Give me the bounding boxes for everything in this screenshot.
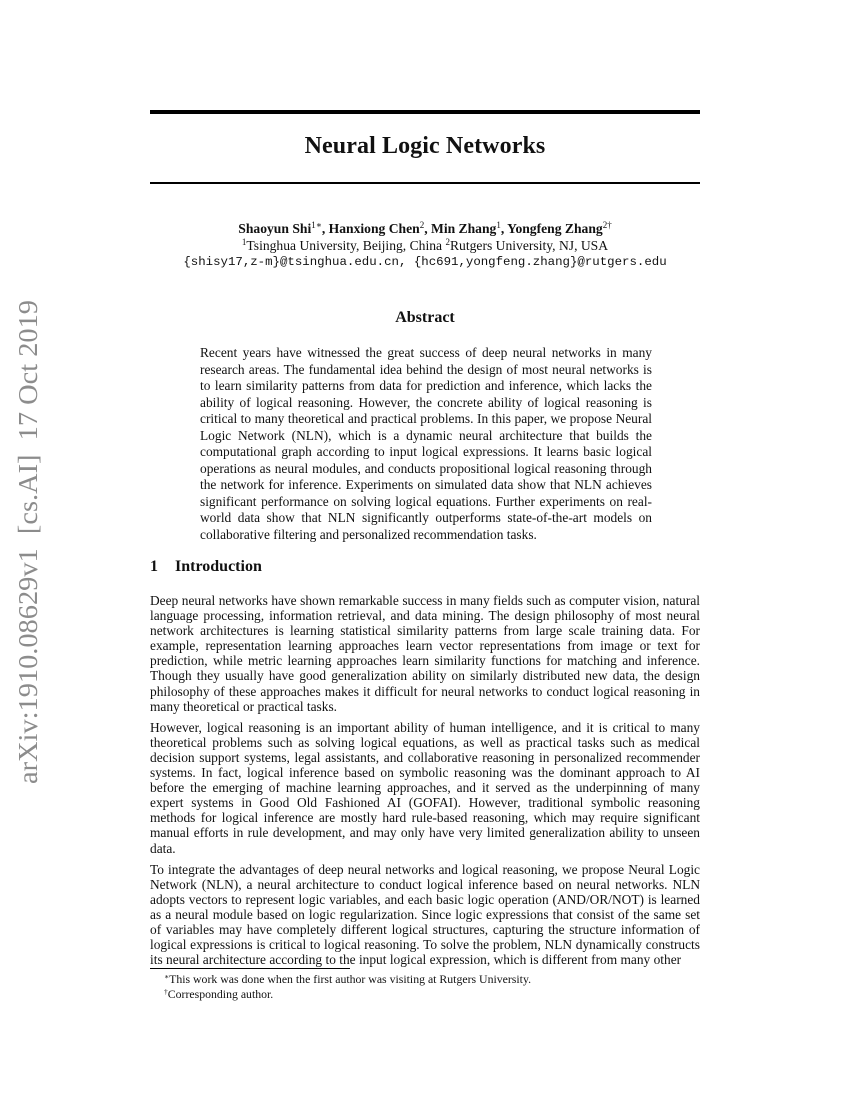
author-emails: {shisy17,z-m}@tsinghua.edu.cn, {hc691,yongfeng.zhang}@rutgers.edu xyxy=(183,255,667,269)
title-bottom-rule xyxy=(150,182,700,184)
footnotes xyxy=(150,972,700,1001)
author-mark: 2 xyxy=(419,220,425,230)
footnote-mark: † xyxy=(164,986,168,996)
footnote-text: Corresponding author. xyxy=(167,986,274,1001)
affiliation: Tsinghua University, Beijing, China xyxy=(246,238,446,253)
footnote xyxy=(150,987,700,1002)
footnote xyxy=(150,972,700,987)
author-separator: , xyxy=(424,221,431,236)
arxiv-stamp-svg xyxy=(7,299,45,785)
body-paragraph: Deep neural networks have shown remarkable success in many fields such as computer vision, natural language processing, information retrieval, and data mining. The design philosophy of most neural network architectures is learning statistical similarity patterns from large scale training data. For example, representation learning approaches learn vector representations from image or text for prediction, while metric learning approaches learn similarity functions for matching and inference. Though they usually have good generalization ability on similarly distributed new data, the design philosophy of these approaches makes it difficult for neural networks to conduct logical reasoning in many theoretical or practical tasks. xyxy=(150,593,700,714)
section-number: 1 xyxy=(150,558,158,575)
author-mark: 1 xyxy=(496,220,501,230)
paper-title: Neural Logic Networks xyxy=(304,133,546,159)
author-separator: , xyxy=(500,221,508,236)
author-mark: 2† xyxy=(602,220,612,230)
affiliation-mark: 2 xyxy=(445,237,450,247)
arxiv-stamp-text: arXiv:1910.08629v1 [cs.AI] 17 Oct 2019 xyxy=(13,323,43,784)
title-top-rule xyxy=(150,110,700,114)
body-paragraph: To integrate the advantages of deep neural networks and logical reasoning, we propose Neural Logic Network (NLN), a neural architecture to conduct logical inference based on neural networks. NLN adopts vectors to represent logic variables, and each basic logic operation (AND/OR/NOT) is learned as a neural module based on logic regularization. Since logic expressions that consist of the same set of variables may have completely different logical structures, capturing the structure information of logical expressions is critical to logical reasoning. To solve the problem, NLN dynamically constructs its neural architecture according to the input logical expression, which is different from many other xyxy=(150,861,700,968)
arxiv-stamp xyxy=(7,299,45,785)
abstract-text: Recent years have witnessed the great success of deep neural networks in many research areas. The fundamental idea behind the design of most neural networks is to learn similarity patterns from data for prediction and inference, which lacks the ability of logical reasoning. However, the concrete ability of logical reasoning is critical to many theoretical and practical problems. In this paper, we propose Neural Logic Network (NLN), which is a dynamic neural architecture that builds the computational graph according to input logical expressions. It learns basic logical operations as neural modules, and conducts propositional logical reasoning through the network for inference. Experiments on simulated data show that NLN achieves significant performance on solving logical equations. Further experiments on real-world data show that NLN significantly outperforms state-of-the-art models on collaborative filtering and personalized recommendation tasks. xyxy=(200,345,652,542)
author-separator: , xyxy=(321,221,329,236)
abstract-heading: Abstract xyxy=(395,309,455,326)
author-name: Shaoyun Shi xyxy=(238,221,312,236)
author-name: Min Zhang xyxy=(430,221,497,236)
body-text xyxy=(150,593,700,973)
section-heading xyxy=(150,558,262,576)
author-affiliations xyxy=(150,237,700,254)
author-block xyxy=(150,220,700,271)
affiliation-mark: 1 xyxy=(241,237,247,247)
footnote-text: This work was done when the first author was visiting at Rutgers University. xyxy=(169,972,532,986)
author-name: Yongfeng Zhang xyxy=(507,221,603,236)
section-title: Introduction xyxy=(175,558,262,575)
footnote-mark: ∗ xyxy=(164,972,170,981)
affiliation: Rutgers University, NJ, USA xyxy=(449,238,609,253)
body-paragraph: However, logical reasoning is an important ability of human intelligence, and it is critical to many theoretical problems such as solving logical equations, as well as practical tasks such as medical decision support systems, legal assistants, and collaborative reasoning in personalized recommender systems. In fact, logical inference based on symbolic reasoning was the dominant approach to AI before the emerging of machine learning approaches, and it served as the underpinning of many expert systems in Good Old Fashioned AI (GOFAI). However, traditional symbolic reasoning methods for logical inference are mostly hard rule-based reasoning, which may require significant manual efforts in rule development, and may only have very limited generalization ability to unseen data. xyxy=(150,719,700,856)
author-mark: 1∗ xyxy=(311,220,322,230)
author-name: Hanxiong Chen xyxy=(328,221,420,236)
footnote-rule xyxy=(150,968,350,969)
author-names xyxy=(150,220,700,237)
